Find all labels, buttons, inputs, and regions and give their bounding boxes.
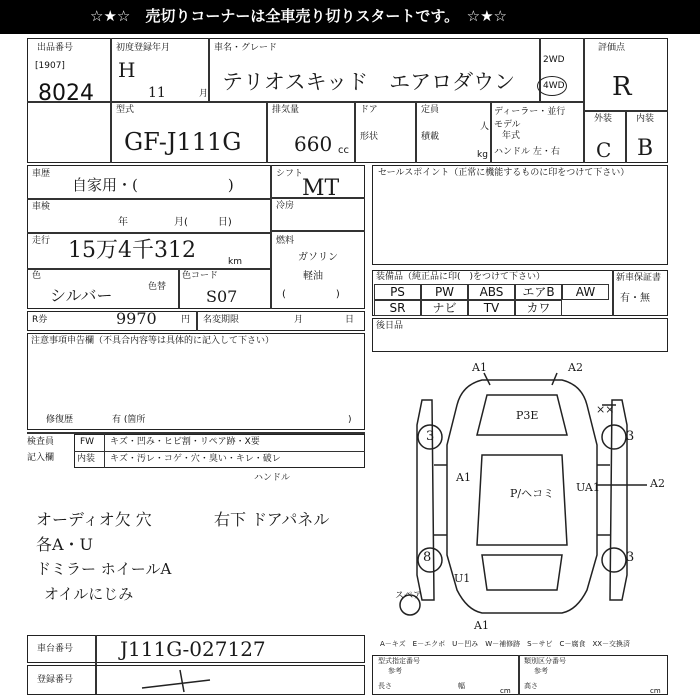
registration-scribble: [140, 668, 220, 694]
reg-year: 11: [148, 85, 166, 101]
capacity-unit: 人: [480, 122, 490, 132]
remark-line-1: オーディオ欠 穴: [36, 510, 152, 529]
color-code-label: 色コード: [182, 271, 219, 281]
mark-rear-right: 3: [626, 429, 635, 444]
equipment-item: ABS: [468, 284, 515, 300]
model-label: 型式: [116, 105, 135, 115]
dims-r3: 高さ: [524, 682, 538, 690]
remark-line-2: 各A・U: [36, 535, 94, 554]
equipment-item: PW: [421, 284, 468, 300]
title-change-day: 日: [345, 315, 355, 325]
displacement-unit: cc: [338, 145, 349, 156]
fw-label: FW: [80, 437, 95, 447]
checker-label2: 記入欄: [27, 453, 55, 463]
dims-r1: 類別区分番号: [524, 657, 566, 665]
dealer-line3: 年式: [502, 131, 521, 141]
interior-check-label: 内装: [77, 454, 96, 464]
equipment-item: AW: [562, 284, 609, 300]
color-code: S07: [206, 287, 238, 306]
mark-p3e: P3E: [516, 409, 539, 422]
load-unit: kg: [477, 150, 488, 160]
remark-right: 右下 ドアパネル: [214, 510, 330, 529]
displacement-value: 660: [294, 132, 333, 156]
equipment-item: カワ: [515, 300, 562, 316]
title-change-label: 名変期限: [203, 315, 240, 325]
dealer-handle: ハンドル 左・右: [494, 147, 560, 157]
fuel-gasoline: ガソリン: [298, 252, 338, 263]
drive-4wd: 4WD: [543, 81, 565, 91]
equipment-item: TV: [468, 300, 515, 316]
exterior-label: 外装: [594, 114, 613, 124]
lot-code: [1907]: [35, 61, 65, 71]
equip-label: 装備品（純正品に印( )をつけて下さい）: [376, 272, 546, 282]
equipment-item: PS: [374, 284, 421, 300]
interior-check-items: キズ・汚レ・コゲ・穴・臭い・キレ・破レ: [110, 454, 281, 464]
title-change-month: 月: [294, 315, 304, 325]
remark-line-3: ドミラー ホイールA: [36, 560, 172, 578]
score-value: R: [612, 72, 632, 102]
notes-label: 注意事項申告欄（不具合内容等は具体的に記入して下さい）: [31, 336, 275, 346]
recycle-label: R券: [32, 315, 48, 325]
registration-label: 登録番号: [37, 675, 74, 685]
mark-front-left: 8: [423, 550, 432, 565]
interior-check-note: ハンドル: [254, 473, 291, 483]
mileage-unit: km: [228, 257, 242, 267]
dims-r2: 参考: [534, 667, 548, 675]
car-name: テリオスキッド エアロダウン: [222, 70, 516, 94]
dims-l5: cm: [500, 687, 511, 695]
drive-2wd: 2WD: [543, 55, 565, 65]
banner-text: ☆★☆ 売切りコーナーは全車売り切りスタートです。 ☆★☆: [90, 7, 507, 25]
mark-front-right: 3: [626, 550, 635, 565]
equipment-item: ナビ: [421, 300, 468, 316]
recycle-unit: 円: [181, 315, 191, 325]
chassis-value: J111G-027127: [120, 637, 266, 661]
mark-a1-bottom: A1: [474, 619, 489, 632]
dims-r4: cm: [650, 687, 661, 695]
repair-label: 修復歴: [46, 415, 74, 425]
dealer-line1: ディーラー・並行: [494, 107, 566, 117]
equipment-grid: [374, 284, 610, 316]
fw-items: キズ・凹み・ヒビ割・リペア跡・X要: [110, 437, 260, 447]
color-label: 色: [32, 271, 42, 281]
interior-value: B: [637, 136, 654, 161]
recycle-value: 9970: [116, 309, 157, 328]
lot-number: 8024: [38, 81, 94, 106]
displacement-label: 排気量: [272, 105, 300, 115]
equipment-item: エアB: [515, 284, 562, 300]
color-value: シルバー: [50, 286, 113, 305]
notes-box: [27, 333, 365, 430]
mark-a1-top: A1: [472, 361, 487, 374]
inspection-year: 年: [118, 217, 128, 228]
remark-line-4: オイルにじみ: [44, 585, 134, 603]
sales-point-box: [372, 165, 668, 265]
mark-side-right-2: A2: [650, 477, 665, 490]
repair-value: 有 (箇所: [112, 415, 146, 425]
dims-l1: 型式指定番号: [378, 657, 420, 665]
dims-l4: 幅: [458, 682, 465, 690]
new-car-value: 有・無: [620, 293, 650, 304]
repair-close: ): [348, 415, 352, 425]
mileage-label: 走行: [32, 236, 51, 246]
lot-label: 出品番号: [37, 43, 74, 53]
after-items-box: [372, 318, 668, 352]
dims-l2: 参考: [388, 667, 402, 675]
inspection-label: 車検: [32, 202, 51, 212]
doors-label: ドア: [360, 105, 378, 115]
fuel-paren: ( ): [282, 289, 340, 300]
reg-era: H: [118, 58, 136, 82]
inspection-month: 月( 日): [174, 217, 232, 228]
history-value: 自家用・( ): [72, 176, 234, 194]
color-tone-label: 色替: [148, 282, 167, 292]
mark-a2-top: A2: [568, 361, 583, 374]
car-name-label: 車名・グレード: [214, 43, 278, 53]
interior-label: 内装: [636, 114, 655, 124]
chassis-label: 車台番号: [37, 644, 74, 654]
shift-value: MT: [302, 176, 340, 201]
spare-label: スペア: [395, 591, 423, 601]
dims-l3: 長さ: [378, 682, 392, 690]
new-car-label: 新車保証書: [616, 273, 662, 283]
top-banner: [0, 0, 700, 34]
sales-label: セールスポイント（正常に機能するものに印をつけて下さい）: [378, 168, 630, 178]
model-value: GF-J111G: [124, 128, 242, 156]
dealer-line2: モデル: [494, 120, 521, 130]
mark-roof: P/ヘコミ: [510, 487, 555, 500]
reg-month-label: 月: [199, 89, 209, 99]
equipment-item: SR: [374, 300, 421, 316]
mark-xx: ××: [596, 403, 615, 416]
fuel-label: 燃料: [276, 236, 295, 246]
load-label: 積載: [421, 132, 440, 142]
mark-rear-left: 3: [426, 429, 435, 444]
fuel-diesel: 軽油: [303, 271, 323, 282]
legend-text: A－キズ E－エクボ U－凹み W－補修跡 S－サビ C－腐食 XX－交換済: [380, 640, 631, 648]
shape-label: 形状: [360, 132, 379, 142]
score-label: 評価点: [598, 43, 626, 53]
mileage-value: 15万4千312: [68, 238, 196, 263]
drive-4wd-circle: [537, 76, 567, 96]
reg-label: 初度登録年月: [116, 43, 171, 53]
mark-side-right: UA1: [576, 481, 600, 494]
mark-side-left: A1: [456, 471, 471, 484]
checker-label1: 検査員: [27, 437, 55, 447]
exterior-value: C: [596, 138, 612, 162]
after-label: 後日品: [376, 321, 404, 331]
capacity-label: 定員: [421, 105, 440, 115]
mark-u1: U1: [454, 572, 471, 585]
shift-label: シフト: [276, 169, 304, 179]
ac-label: 冷房: [276, 201, 295, 211]
history-label: 車歴: [32, 169, 51, 179]
